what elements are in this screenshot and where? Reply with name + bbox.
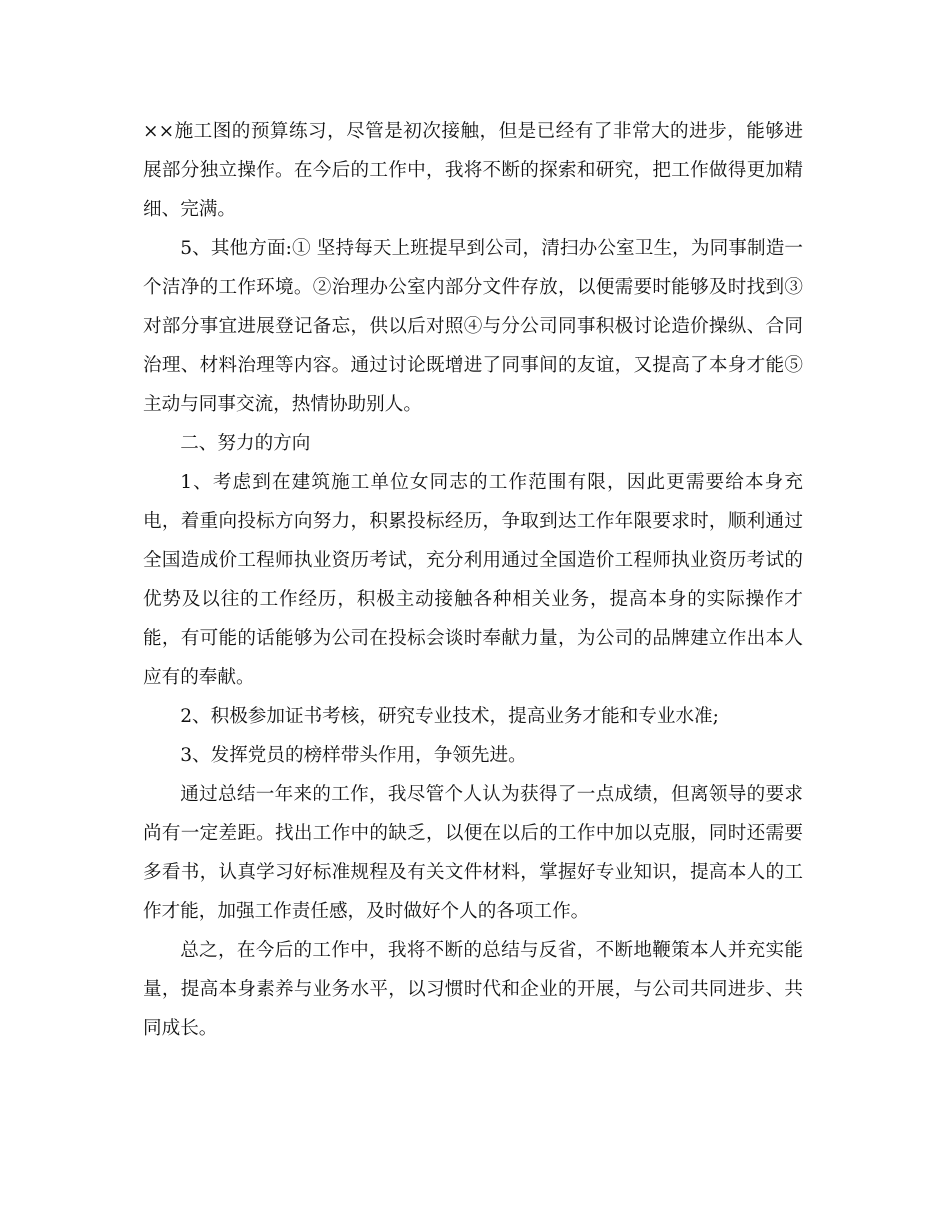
section-heading-direction: 二、努力的方向 <box>180 433 311 454</box>
paragraph-direction-1: 1、考虑到在建筑施工单位女同志的工作范围有限，因此更需要给本身充电，着重向投标方向努力，积累投标经历，争取到达工作年限要求时，顺利通过全国造成价工程师执业资历考试，充分利用通过全国造价工程师执业资历考试的优势及以往的工作经历，积极主动接触各种相关业务，提高本身的实际操作才能，有可能的话能够为公司在投标会谈时奉献力量，为公司的品牌建立作出本人应有的奉献。 <box>143 472 803 688</box>
paragraph-direction-3: 3、发挥党员的榜样带头作用，争领先进。 <box>180 745 527 766</box>
paragraph-direction-2: 2、积极参加证书考核，研究专业技术，提高业务才能和专业水准; <box>180 706 719 727</box>
paragraph-summary: 通过总结一年来的工作，我尽管个人认为获得了一点成绩，但离领导的要求尚有一定差距。找出工作中的缺乏，以便在以后的工作中加以克服，同时还需要多看书，认真学习好标准规程及有关文件材料，掌握好专业知识，提高本人的工作才能，加强工作责任感，及时做好个人的各项工作。 <box>143 784 803 922</box>
paragraph-other-aspects: 5、其他方面:① 坚持每天上班提早到公司，清扫办公室卫生，为同事制造一个洁净的工作环境。②治理办公室内部分文件存放，以便需要时能够及时找到③对部分事宜进展登记备忘，供以后对照④与分公司同事积极讨论造价操纵、合同治理、材料治理等内容。通过讨论既增进了同事间的友谊，又提高了本身才能⑤主动与同事交流，热情协助别人。 <box>143 238 803 415</box>
document-body <box>143 112 803 1048</box>
paragraph-continuation: ××施工图的预算练习，尽管是初次接触，但是已经有了非常大的进步，能够进展部分独立操作。在今后的工作中，我将不断的探索和研究，把工作做得更加精细、完满。 <box>143 121 803 220</box>
paragraph-conclusion: 总之，在今后的工作中，我将不断的总结与反省，不断地鞭策本人并充实能量，提高本身素养与业务水平，以习惯时代和企业的开展，与公司共同进步、共同成长。 <box>143 940 803 1039</box>
